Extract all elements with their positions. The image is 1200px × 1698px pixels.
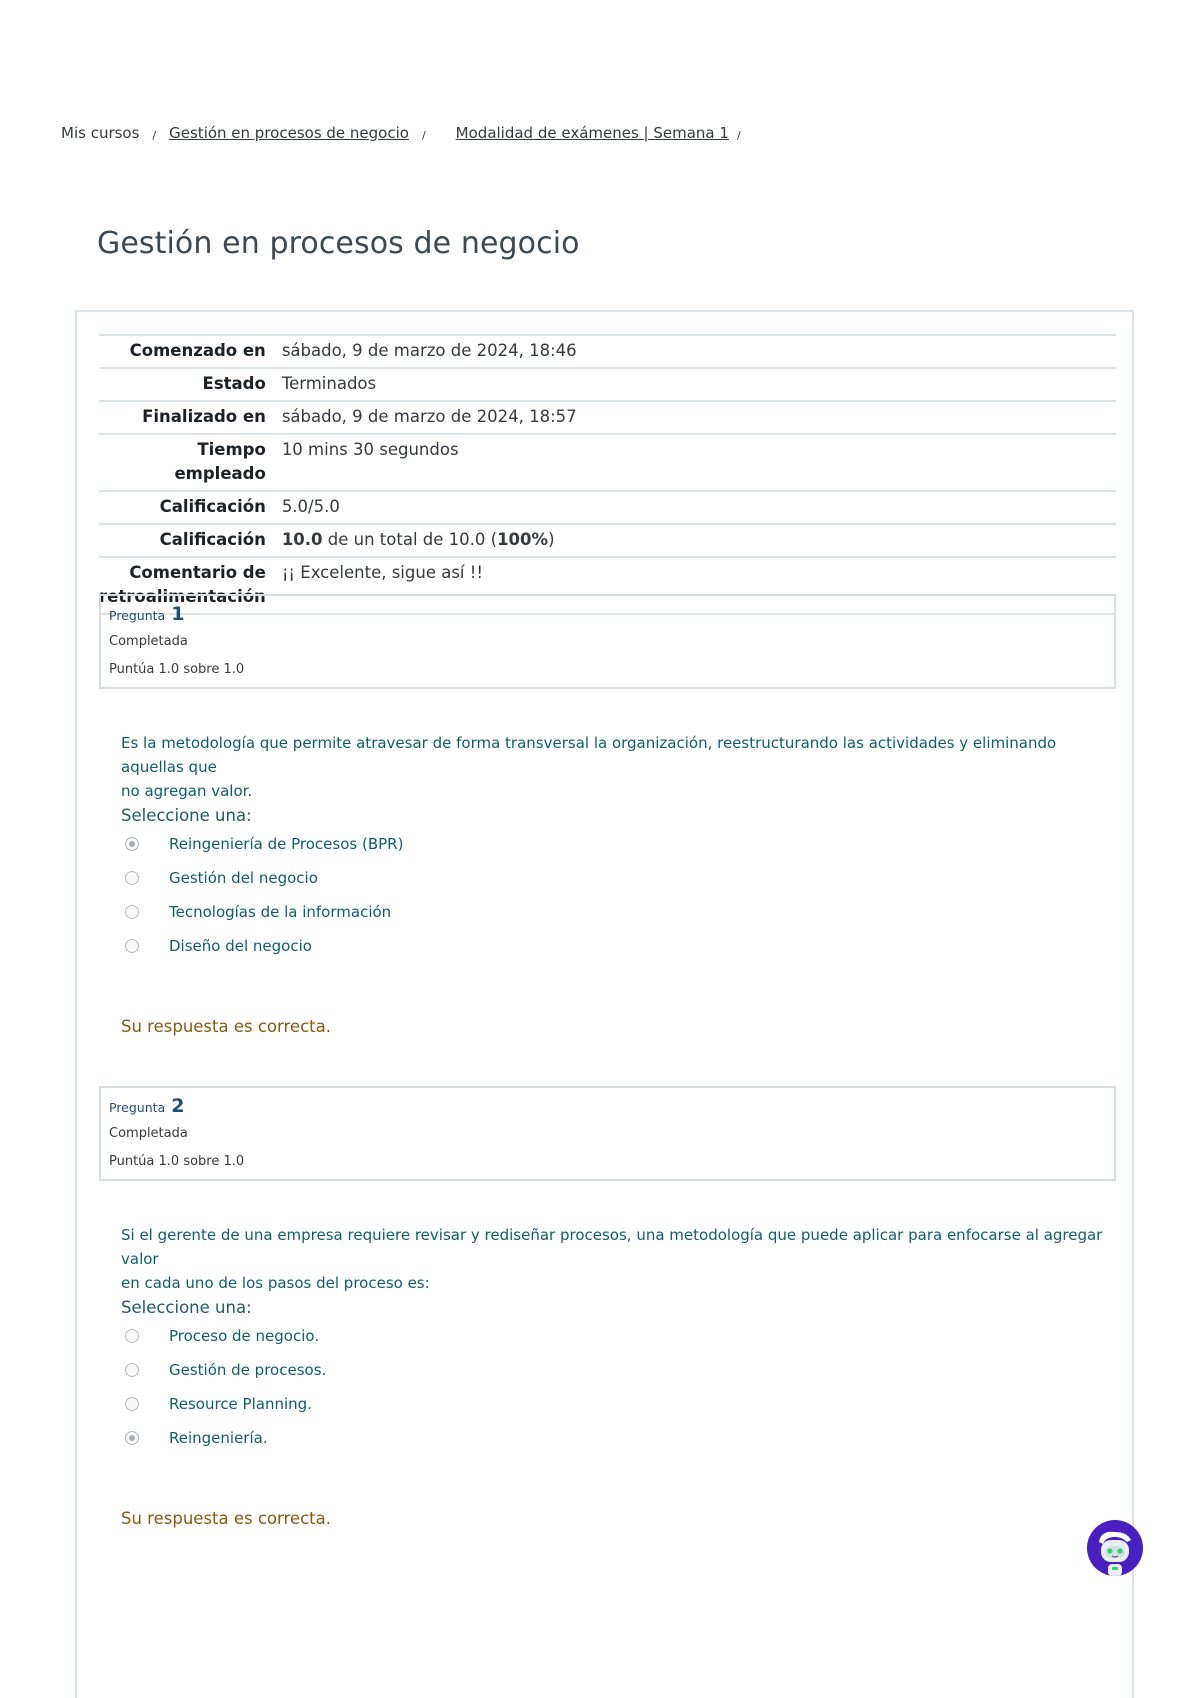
question-text-line: no agregan valor. [121, 782, 253, 800]
breadcrumb-separator: / [421, 129, 426, 142]
question-text-line: Si el gerente de una empresa requiere revisar y rediseñar procesos, una metodología que puede aplicar para enfocarse al agregar valor [121, 1226, 1103, 1268]
answer-option[interactable] [125, 861, 725, 895]
option-label: Gestión de procesos. [169, 1361, 327, 1379]
answer-option[interactable] [125, 895, 725, 929]
radio-button[interactable] [125, 1363, 139, 1377]
radio-button[interactable] [125, 939, 139, 953]
summary-label: Comenzado en [99, 335, 266, 368]
answer-option[interactable] [125, 1353, 725, 1387]
radio-button[interactable] [125, 1329, 139, 1343]
question-text-line: Es la metodología que permite atravesar de forma transversal la organización, reestructurando las actividades y eliminando aquellas que [121, 734, 1057, 776]
radio-button[interactable] [125, 871, 139, 885]
question-number [109, 1094, 1106, 1120]
summary-value [266, 524, 1116, 557]
answer-option[interactable] [125, 827, 725, 861]
answer-option[interactable] [125, 1421, 725, 1455]
summary-label-line: Tiempo [197, 440, 266, 459]
question-info-box [99, 1086, 1116, 1181]
question-status: Completada [109, 1126, 188, 1141]
option-label: Tecnologías de la información [169, 903, 392, 921]
summary-value: Terminados [266, 368, 1116, 401]
question-score: Puntúa 1.0 sobre 1.0 [109, 662, 245, 677]
answer-options [125, 1319, 725, 1455]
grade-value: 10.0 [281, 530, 323, 549]
breadcrumb-item-course[interactable]: Gestión en procesos de negocio [169, 124, 409, 142]
select-prompt: Seleccione una: [121, 1298, 252, 1317]
breadcrumb-item-mis-cursos[interactable]: Mis cursos [61, 124, 140, 142]
question-info-box [99, 594, 1116, 689]
question-label: Pregunta [109, 1100, 166, 1115]
answer-options [125, 827, 725, 963]
grade-percent: 100% [497, 530, 549, 549]
answer-option[interactable] [125, 1319, 725, 1353]
breadcrumb [61, 124, 754, 142]
question-status: Completada [109, 634, 188, 649]
radio-button[interactable] [125, 905, 139, 919]
summary-row-started [99, 335, 1116, 368]
question-text [121, 731, 1111, 803]
summary-label: Calificación [99, 491, 266, 524]
summary-row-state [99, 368, 1116, 401]
summary-value: sábado, 9 de marzo de 2024, 18:57 [266, 401, 1116, 434]
radio-button-selected[interactable] [125, 837, 139, 851]
answer-option[interactable] [125, 1387, 725, 1421]
summary-label: Finalizado en [99, 401, 266, 434]
question-number-value: 1 [171, 603, 185, 625]
summary-row-marks [99, 491, 1116, 524]
answer-option[interactable] [125, 929, 725, 963]
question-score: Puntúa 1.0 sobre 1.0 [109, 1154, 245, 1169]
summary-value: 5.0/5.0 [266, 491, 1116, 524]
summary-label-line: Comentario de [129, 563, 266, 582]
answer-feedback: Su respuesta es correcta. [121, 1017, 331, 1036]
summary-label-line: empleado [174, 464, 266, 483]
question-number-value: 2 [171, 1095, 185, 1117]
summary-label: Calificación [99, 524, 266, 557]
select-prompt: Seleccione una: [121, 806, 252, 825]
attempt-summary-table [99, 334, 1116, 615]
summary-label [99, 434, 266, 491]
grade-text: de un total de 10.0 ( [322, 530, 498, 549]
option-label: Reingeniería. [169, 1429, 268, 1447]
answer-feedback: Su respuesta es correcta. [121, 1509, 331, 1528]
question-text-line: en cada uno de los pasos del proceso es: [121, 1274, 430, 1292]
radio-button[interactable] [125, 1397, 139, 1411]
option-label: Reingeniería de Procesos (BPR) [169, 835, 404, 853]
breadcrumb-item-exam[interactable]: Modalidad de exámenes | Semana 1 [455, 124, 729, 142]
grade-text-end: ) [548, 530, 555, 549]
chat-assistant-button[interactable] [1087, 1520, 1143, 1576]
question-text [121, 1223, 1111, 1295]
summary-label: Estado [99, 368, 266, 401]
quiz-review-panel [75, 310, 1134, 1698]
summary-value: ¡¡ Excelente, sigue así !! [266, 557, 1116, 614]
summary-label-line: retroalimentación [99, 587, 266, 606]
question-label: Pregunta [109, 608, 166, 623]
robot-assistant-icon [1087, 1520, 1143, 1576]
radio-button-selected[interactable] [125, 1431, 139, 1445]
option-label: Gestión del negocio [169, 869, 318, 887]
summary-value: 10 mins 30 segundos [266, 434, 1116, 491]
summary-row-time [99, 434, 1116, 491]
summary-value: sábado, 9 de marzo de 2024, 18:46 [266, 335, 1116, 368]
page-title: Gestión en procesos de negocio [97, 226, 580, 261]
breadcrumb-separator: / [152, 129, 157, 142]
option-label: Proceso de negocio. [169, 1327, 320, 1345]
summary-row-grade [99, 524, 1116, 557]
question-number [109, 602, 1106, 628]
breadcrumb-separator: / [736, 129, 741, 142]
summary-row-finished [99, 401, 1116, 434]
option-label: Resource Planning. [169, 1395, 312, 1413]
option-label: Diseño del negocio [169, 937, 312, 955]
